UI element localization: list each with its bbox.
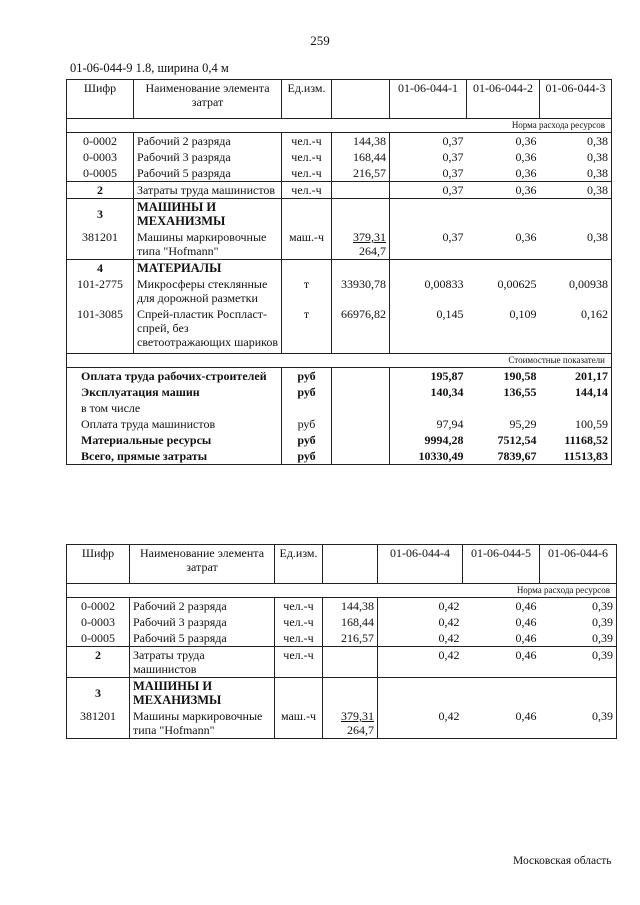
- row-value-2: 0,36: [515, 134, 537, 148]
- row-unit: чел.-ч: [282, 165, 332, 182]
- row-price: 144,38: [332, 133, 390, 150]
- row-value-3: 0,38: [540, 165, 612, 182]
- row-name: Микросферы стеклянные для дорожной разметки: [134, 276, 282, 306]
- row-name: Рабочий 5 разряда: [130, 630, 275, 647]
- row-value-3: 0,39: [540, 614, 617, 630]
- row-unit: чел.-ч: [275, 614, 323, 630]
- row-name: Спрей-пластик Роспласт-спрей, без светоотражающих шариков: [134, 306, 282, 354]
- norm-label-row: [67, 119, 612, 133]
- row-value-3: 0,38: [540, 182, 612, 199]
- cost-value-1: 9994,28: [390, 432, 467, 448]
- row-price: 33930,78: [332, 276, 390, 306]
- table-row: [67, 614, 617, 630]
- cost-value-2: 7839,67: [467, 448, 540, 465]
- table-row: [67, 165, 612, 182]
- cost-value-1: 140,34: [390, 384, 467, 400]
- material-row: [67, 276, 612, 306]
- row-value-2: 0,00625: [497, 277, 537, 291]
- row-code: 101-2775: [67, 276, 134, 306]
- header-col-1: 01-06-044-1: [390, 80, 467, 119]
- row-value-3: 0,38: [540, 149, 612, 165]
- section-row: [67, 199, 612, 230]
- row-value-3: 0,162: [540, 306, 612, 354]
- row-unit: т: [282, 306, 332, 354]
- header-col-1: 01-06-044-4: [378, 545, 463, 584]
- row-value-2: 0,36: [515, 150, 537, 164]
- row-value-1: 0,42: [378, 708, 463, 739]
- cost-unit: руб: [282, 368, 332, 385]
- row-value-2: 0,46: [463, 598, 540, 615]
- row-code: 0-0003: [67, 149, 134, 165]
- row-value-3: 0,00938: [540, 276, 612, 306]
- header-name: Наименование элемента затрат: [130, 545, 275, 584]
- norm-label: Норма расхода ресурсов: [378, 584, 617, 598]
- cost-label-row: [67, 354, 612, 368]
- machinist-price: 264,7: [347, 723, 374, 737]
- row-name: Затраты труда машинистов: [134, 182, 282, 199]
- row-value-2: 0,46: [515, 615, 537, 629]
- machine-price: 379,31: [341, 709, 374, 723]
- cost-row: [67, 384, 612, 400]
- cost-value-3: 100,59: [540, 416, 612, 432]
- row-code: 381201: [67, 229, 134, 260]
- machinist-price: 264,7: [359, 244, 386, 258]
- header-col-3: 01-06-044-3: [540, 80, 612, 119]
- row-unit: чел.-ч: [275, 630, 323, 647]
- cost-label: Стоимостные показатели: [390, 354, 612, 368]
- resource-table-2: [66, 544, 617, 739]
- row-code: 0-0005: [67, 165, 134, 182]
- header-code: Шифр: [67, 80, 134, 119]
- row-code: 381201: [67, 708, 130, 739]
- row-unit: чел.-ч: [275, 647, 323, 678]
- row-unit: чел.-ч: [282, 133, 332, 150]
- section-row: [67, 260, 612, 277]
- cost-value-1: 10330,49: [390, 448, 467, 465]
- row-price: [332, 229, 390, 260]
- row-unit: т: [282, 276, 332, 306]
- row-value-1: 0,37: [390, 182, 467, 199]
- cost-row: [67, 368, 612, 385]
- row-code: 0-0005: [67, 630, 130, 647]
- section-row: [67, 678, 617, 709]
- row-price: 144,38: [323, 598, 378, 615]
- section-title: МАТЕРИАЛЫ: [134, 260, 282, 277]
- row-value-1: 0,145: [390, 306, 467, 354]
- row-value-2: 0,46: [463, 708, 540, 739]
- header-col-3: 01-06-044-6: [540, 545, 617, 584]
- row-value-2: 0,46: [463, 647, 540, 678]
- table-row: [67, 133, 612, 150]
- cost-row: [67, 416, 612, 432]
- row-price: 168,44: [323, 614, 378, 630]
- cost-value-2: 95,29: [509, 417, 537, 431]
- row-name: Машины маркировочные типа "Hofmann": [130, 708, 275, 739]
- cost-unit: руб: [282, 432, 332, 448]
- header-col-2: 01-06-044-5: [463, 545, 540, 584]
- table-header-row: [67, 80, 612, 119]
- section-code: 4: [67, 260, 134, 277]
- cost-name: Оплата труда рабочих-строителей: [67, 368, 282, 385]
- row-value-3: 0,39: [540, 708, 617, 739]
- table-row: [67, 598, 617, 615]
- resource-table-1: [66, 79, 612, 465]
- section-code: 3: [67, 678, 130, 709]
- row-value-1: 0,42: [378, 630, 463, 647]
- row-code: 0-0002: [67, 598, 130, 615]
- row-name: Рабочий 5 разряда: [134, 165, 282, 182]
- row-unit: маш.-ч: [282, 229, 332, 260]
- machine-price: 379,31: [353, 230, 386, 244]
- cost-name: Оплата труда машинистов: [67, 416, 282, 432]
- header-price: [332, 80, 390, 119]
- table-row: [67, 149, 612, 165]
- row-name: Рабочий 2 разряда: [130, 598, 275, 615]
- row-name: Машины маркировочные типа "Hofmann": [134, 229, 282, 260]
- cost-value-3: 201,17: [540, 368, 612, 385]
- row-price: 168,44: [332, 149, 390, 165]
- footer-region: Московская область: [513, 855, 612, 867]
- cost-name: Всего, прямые затраты: [67, 448, 282, 465]
- row-code: 0-0003: [67, 614, 130, 630]
- cost-value-2: 7512,54: [497, 433, 537, 447]
- row-name: Затраты труда машинистов: [130, 647, 275, 678]
- header-unit: Ед.изм.: [275, 545, 323, 584]
- machinists-row: [67, 647, 617, 678]
- row-price: [323, 708, 378, 739]
- row-value-1: 0,42: [378, 598, 463, 615]
- row-unit: чел.-ч: [282, 149, 332, 165]
- table-row: [67, 630, 617, 647]
- row-unit: чел.-ч: [282, 182, 332, 199]
- table-header-row: [67, 545, 617, 584]
- header-col-2: 01-06-044-2: [467, 80, 540, 119]
- cost-value-3: 11168,52: [540, 432, 612, 448]
- row-value-3: 0,38: [540, 229, 612, 260]
- cost-unit: руб: [282, 384, 332, 400]
- row-unit: чел.-ч: [275, 598, 323, 615]
- row-value-1: 0,00833: [390, 276, 467, 306]
- cost-row: [67, 400, 612, 416]
- machine-row: [67, 708, 617, 739]
- row-price: 216,57: [323, 630, 378, 647]
- row-value-3: 0,39: [540, 598, 617, 615]
- row-value-1: 0,37: [390, 149, 467, 165]
- cost-value-1: 195,87: [390, 368, 467, 385]
- cost-row: [67, 432, 612, 448]
- row-code: 2: [67, 647, 130, 678]
- norm-label: Норма расхода ресурсов: [390, 119, 612, 133]
- table-caption: 01-06-044-9 1.8, ширина 0,4 м: [70, 61, 229, 75]
- row-value-2: 0,36: [467, 182, 540, 199]
- machine-row: [67, 229, 612, 260]
- cost-name: Эксплуатация машин: [67, 384, 282, 400]
- cost-value-2: 136,55: [503, 385, 537, 399]
- page-number: 259: [310, 33, 330, 48]
- row-value-2: 0,36: [515, 166, 537, 180]
- cost-unit: руб: [282, 448, 332, 465]
- cost-name: в том числе: [67, 400, 282, 416]
- section-code: 3: [67, 199, 134, 230]
- cost-row: [67, 448, 612, 465]
- row-value-1: 0,42: [378, 647, 463, 678]
- row-value-2: 0,46: [515, 631, 537, 645]
- row-value-3: 0,38: [540, 133, 612, 150]
- row-name: Рабочий 3 разряда: [130, 614, 275, 630]
- row-code: 101-3085: [67, 306, 134, 354]
- row-value-1: 0,37: [390, 229, 467, 260]
- machinists-row: [67, 182, 612, 199]
- cost-value-2: 190,58: [503, 369, 537, 383]
- row-value-3: 0,39: [540, 630, 617, 647]
- cost-value-3: 11513,83: [540, 448, 612, 465]
- row-name: Рабочий 2 разряда: [134, 133, 282, 150]
- material-row: [67, 306, 612, 354]
- cost-value-1: 97,94: [390, 416, 467, 432]
- cost-unit: руб: [282, 416, 332, 432]
- cost-name: Материальные ресурсы: [67, 432, 282, 448]
- row-unit: маш.-ч: [275, 708, 323, 739]
- row-price: 216,57: [332, 165, 390, 182]
- row-code: 2: [67, 182, 134, 199]
- header-name: Наименование элемента затрат: [134, 80, 282, 119]
- row-value-1: 0,42: [378, 614, 463, 630]
- header-code: Шифр: [67, 545, 130, 584]
- norm-label-row: [67, 584, 617, 598]
- cost-value-3: 144,14: [540, 384, 612, 400]
- section-title: МАШИНЫ И МЕХАНИЗМЫ: [134, 199, 282, 230]
- row-value-2: 0,109: [509, 307, 537, 321]
- row-value-2: 0,36: [515, 230, 537, 244]
- row-price: 66976,82: [332, 306, 390, 354]
- row-value-1: 0,37: [390, 133, 467, 150]
- row-name: Рабочий 3 разряда: [134, 149, 282, 165]
- header-price: [323, 545, 378, 584]
- row-code: 0-0002: [67, 133, 134, 150]
- row-value-3: 0,39: [540, 647, 617, 678]
- header-unit: Ед.изм.: [282, 80, 332, 119]
- row-value-1: 0,37: [390, 165, 467, 182]
- section-title: МАШИНЫ И МЕХАНИЗМЫ: [130, 678, 275, 709]
